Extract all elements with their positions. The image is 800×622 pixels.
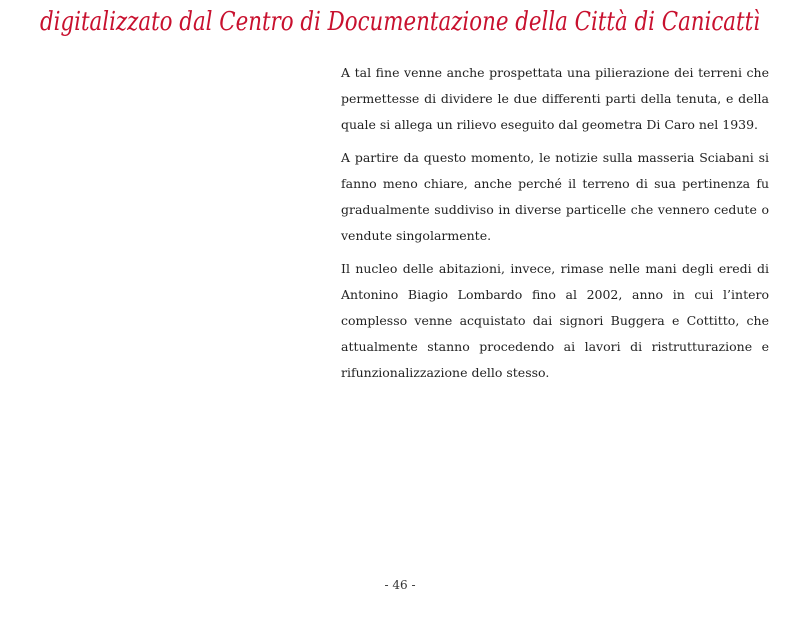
page-number: - 46 -	[384, 578, 416, 592]
paragraph-3: Il nucleo delle abitazioni, invece, rimase nelle mani degli eredi di Antonino Biagio Lombardo fino al 2002, anno in cui l’intero complesso venne acquistato dai signori Buggera e Cottitto, che attualmente stanno procedendo ai lavori di ristrutturazione e rifunzionalizzazione dello stesso.	[341, 261, 769, 380]
paragraph-1: A tal fine venne anche prospettata una pilierazione dei terreni che permettesse di dividere le due differenti parti della tenuta, e della quale si allega un rilievo eseguito dal geometra Di Caro nel 1939.	[341, 65, 769, 132]
watermark-svg	[0, 0, 800, 50]
document-body	[341, 60, 769, 393]
paragraph-2: A partire da questo momento, le notizie sulla masseria Sciabani si fanno meno chiare, anche perché il terreno di sua pertinenza fu gradualmente suddiviso in diverse particelle che vennero cedute o vendute singolarmente.	[341, 150, 769, 243]
digitization-watermark	[0, 0, 800, 50]
watermark-text: digitalizzato dal Centro di Documentazione della Città di Canicattì	[40, 7, 760, 37]
